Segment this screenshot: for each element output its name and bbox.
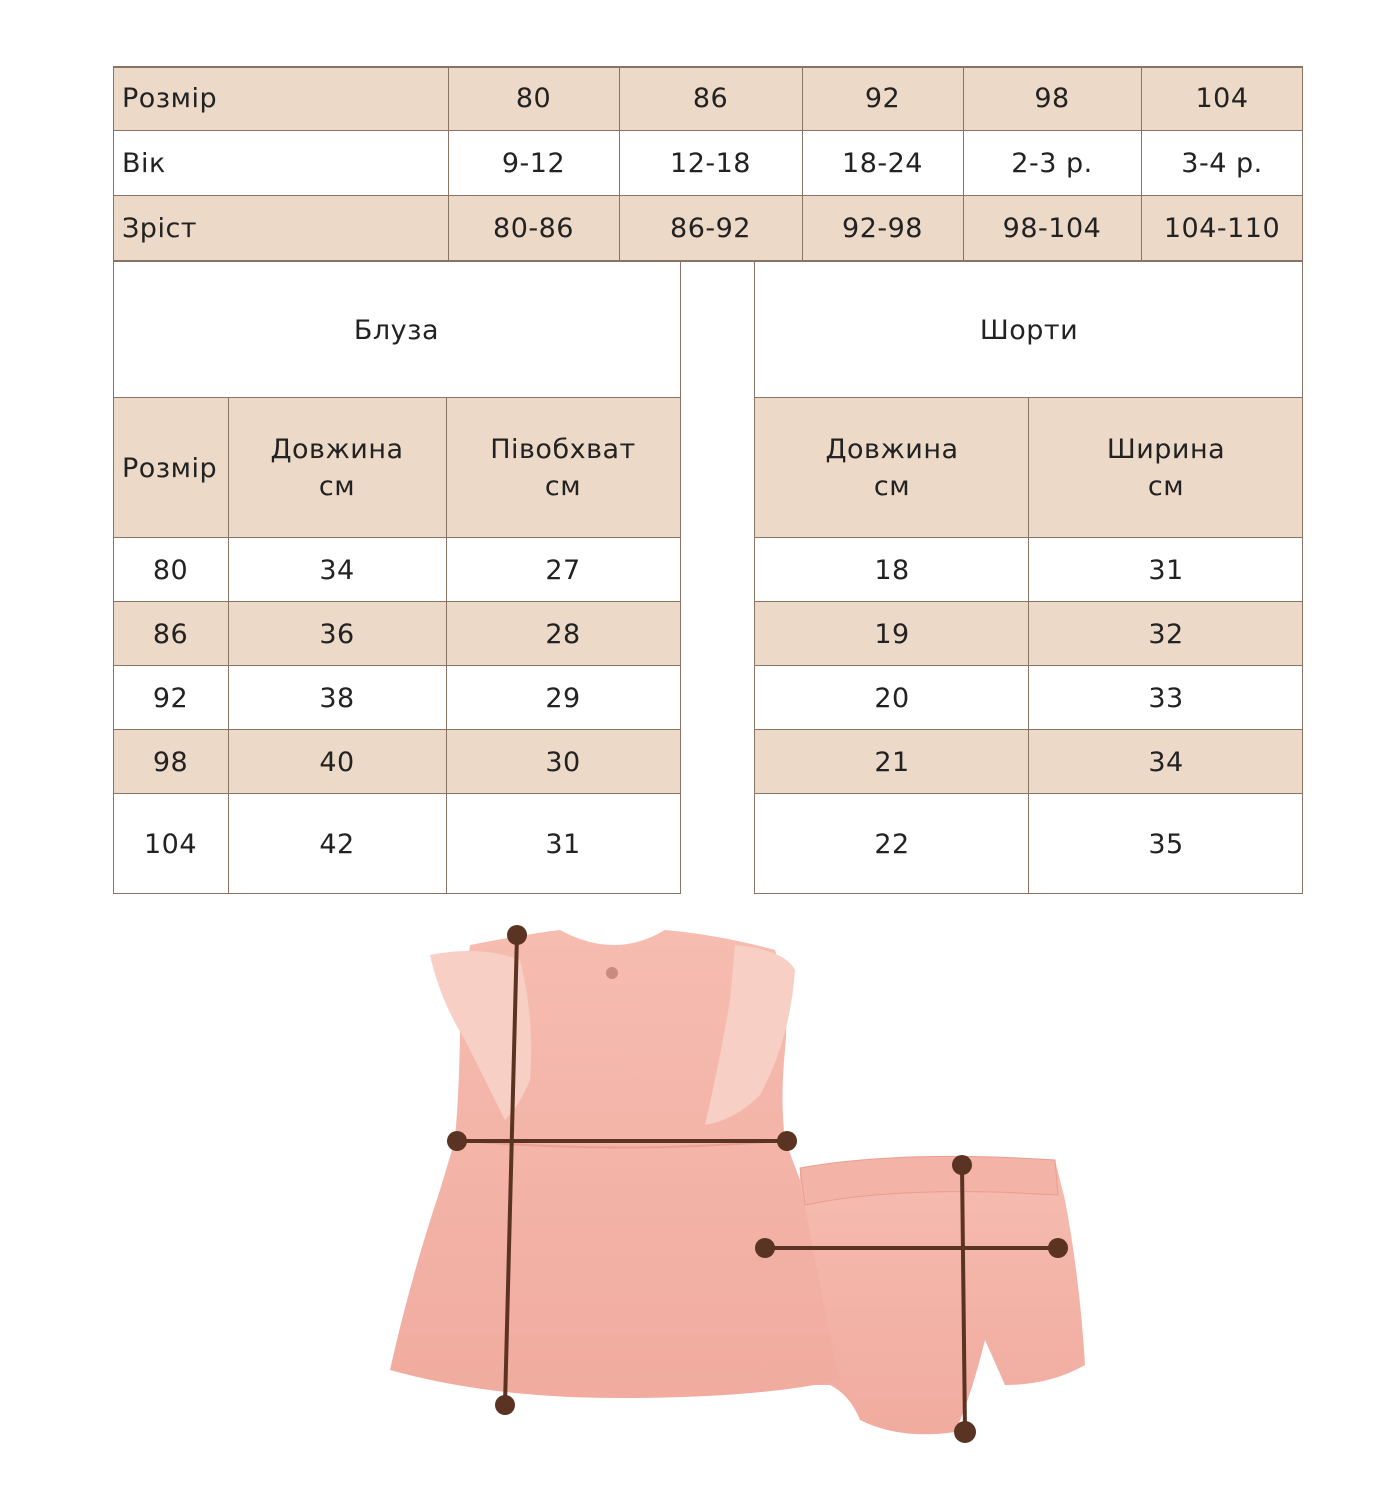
header-unit: см [1147,471,1185,502]
table-cell: 22 [874,828,910,860]
table-cell: 92 [152,682,189,714]
age-value: 9-12 [501,148,566,179]
table-cell: 33 [1148,682,1184,714]
header-unit: см [544,471,582,502]
header-unit: см [873,471,911,502]
height-value: 104-110 [1163,213,1281,244]
age-value: 12-18 [670,148,751,179]
height-value: 92-98 [842,213,923,244]
table-cell: 32 [1148,618,1184,650]
age-value: 3-4 р. [1181,148,1263,179]
shorts-shape [800,1156,1085,1434]
height-value: 80-86 [493,213,574,244]
table-cell: 35 [1148,828,1184,860]
table-cell: 18 [874,554,910,586]
marker-dot [777,1131,797,1151]
table-cell: 19 [874,618,910,650]
header-unit: см [318,471,356,502]
size-80: 80 [515,83,552,114]
header-line: Розмір [122,452,218,484]
size-98: 98 [1034,83,1070,114]
age-value: 18-24 [842,148,923,179]
header-line: Ширина [1106,434,1226,465]
size-92: 92 [864,83,901,114]
table-cell: 29 [545,682,581,714]
table-cell: 27 [545,554,581,586]
age-label: Вік [122,148,166,179]
blouse-title: Блуза [353,314,440,346]
header-line: Півобхват [490,434,636,465]
size-104: 104 [1195,83,1249,114]
table-cell: 36 [319,618,355,650]
marker-dot [507,925,527,945]
blouse-shape [390,930,840,1398]
marker-dot [1048,1238,1068,1258]
marker-dot [755,1238,775,1258]
marker-dot [952,1155,972,1175]
table-cell: 20 [874,682,910,714]
size-label: Розмір [122,83,218,114]
marker-dot [954,1421,976,1443]
table-cell: 86 [152,618,189,650]
table-cell: 31 [1148,554,1184,586]
table-cell: 98 [152,746,189,778]
table-cell: 30 [545,746,581,778]
table-cell: 80 [152,554,189,586]
size-86: 86 [692,83,729,114]
marker-dot [447,1131,467,1151]
table-cell: 34 [1148,746,1184,778]
height-value: 98-104 [1002,213,1102,244]
header-line: Довжина [825,434,959,465]
marker-dot [495,1395,515,1415]
table-cell: 28 [545,618,581,650]
shorts-title: Шорти [979,314,1079,346]
table-cell: 38 [319,682,355,714]
table-cell: 104 [143,828,198,860]
table-cell: 21 [874,746,910,778]
table-cell: 34 [319,554,355,586]
age-value: 2-3 р. [1011,148,1093,179]
table-cell: 40 [319,746,355,778]
height-value: 86-92 [670,213,751,244]
height-label: Зріст [122,213,198,244]
header-line: Довжина [270,434,404,465]
table-cell: 42 [319,828,355,860]
table-cell: 31 [545,828,581,860]
